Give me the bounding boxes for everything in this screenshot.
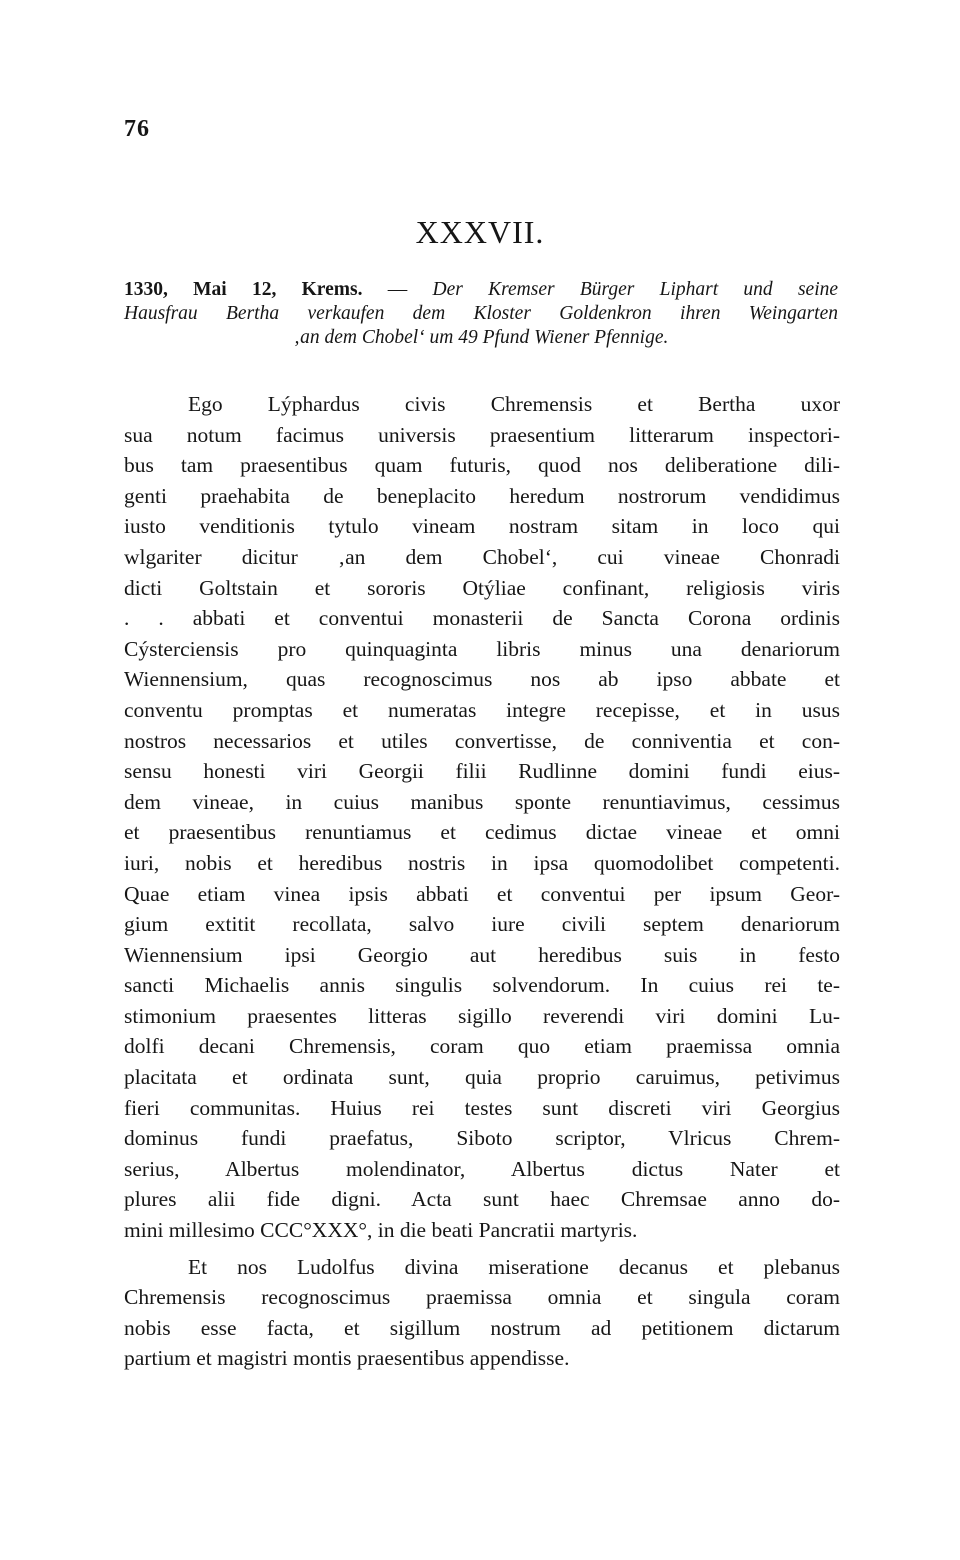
text-line: nostros necessarios et utiles convertisse, de conniventia et con- xyxy=(124,728,840,753)
text-line: Wiennensium, quas recognoscimus nos ab ipso abbate et xyxy=(124,667,840,692)
text-line: genti praehabita de beneplacito heredum nostrorum vendidimus xyxy=(124,483,840,508)
page-number: 76 xyxy=(124,116,150,142)
text-line: dem vineae, in cuius manibus sponte renuntiavimus, cessimus xyxy=(124,789,840,814)
text-line: iusto venditionis tytulo vineam nostram sitam in loco qui xyxy=(124,514,840,539)
text-line: Quae etiam vinea ipsis abbati et conventui per ipsum Geor- xyxy=(124,881,840,906)
body-text xyxy=(124,389,840,1374)
text-line: nobis esse facta, et sigillum nostrum ad petitionem dictarum xyxy=(124,1315,840,1340)
text-line: conventu promptas et numeratas integre recepisse, et in usus xyxy=(124,697,840,722)
text-line: dominus fundi praefatus, Siboto scriptor, Vlricus Chrem- xyxy=(124,1126,840,1151)
text-line: Chremensis recognoscimus praemissa omnia et singula coram xyxy=(124,1285,840,1310)
text-line: dolfi decani Chremensis, coram quo etiam praemissa omnia xyxy=(124,1034,840,1059)
text-line: plures alii fide digni. Acta sunt haec Chremsae anno do- xyxy=(124,1187,840,1212)
text-line: sancti Michaelis annis singulis solvendorum. In cuius rei te- xyxy=(124,973,840,998)
text-line: fieri communitas. Huius rei testes sunt discreti viri Georgius xyxy=(124,1095,840,1120)
text-line: sua notum facimus universis praesentium litterarum inspectori- xyxy=(124,422,840,447)
text-line: iuri, nobis et heredibus nostris in ipsa quomodolibet competenti. xyxy=(124,850,840,875)
text-line: partium et magistri montis praesentibus appendisse. xyxy=(124,1346,570,1371)
regest-date-place: 1330, Mai 12, Krems. xyxy=(124,279,363,300)
text-line: Et nos Ludolfus divina miseratione decanus et plebanus xyxy=(188,1254,840,1279)
regest xyxy=(124,278,838,350)
text-line: Wiennensium ipsi Georgio aut heredibus suis in festo xyxy=(124,942,840,967)
regest-line: Hausfrau Bertha verkaufen dem Kloster Goldenkron ihren Weingarten xyxy=(124,303,838,324)
text-line: Cýsterciensis pro quinquaginta libris minus una denariorum xyxy=(124,636,840,661)
regest-summary-part: Der Kremser Bürger Liphart und seine xyxy=(432,279,839,300)
text-line: placitata et ordinata sunt, quia proprio caruimus, petivimus xyxy=(124,1065,840,1090)
text-line: serius, Albertus molendinator, Albertus dictus Nater et xyxy=(124,1156,840,1181)
regest-dash: — xyxy=(362,279,433,300)
text-line: wlgariter dicitur ‚an dem Chobel‘, cui vineae Chonradi xyxy=(124,544,840,569)
text-line: et praesentibus renuntiamus et cedimus dictae vineae et omni xyxy=(124,820,840,845)
text-line: dicti Goltstain et sororis Otýliae confinant, religiosis viris xyxy=(124,575,840,600)
document-number: XXXVII. xyxy=(415,214,545,250)
text-line: . . abbati et conventui monasterii de Sancta Corona ordinis xyxy=(124,606,840,631)
text-line: bus tam praesentibus quam futuris, quod nos deliberatione dili- xyxy=(124,453,840,478)
text-line: mini millesimo CCC°XXX°, in die beati Pancratii martyris. xyxy=(124,1218,638,1243)
regest-line xyxy=(124,278,838,302)
text-line: stimonium praesentes litteras sigillo reverendi viri domini Lu- xyxy=(124,1003,840,1028)
text-line: sensu honesti viri Georgii filii Rudlinne domini fundi eius- xyxy=(124,759,840,784)
regest-line: ‚an dem Chobel‘ um 49 Pfund Wiener Pfennige. xyxy=(293,327,669,348)
text-line: gium extitit recollata, salvo iure civili septem denariorum xyxy=(124,912,840,937)
text-line: Ego Lýphardus civis Chremensis et Bertha uxor xyxy=(188,392,840,416)
